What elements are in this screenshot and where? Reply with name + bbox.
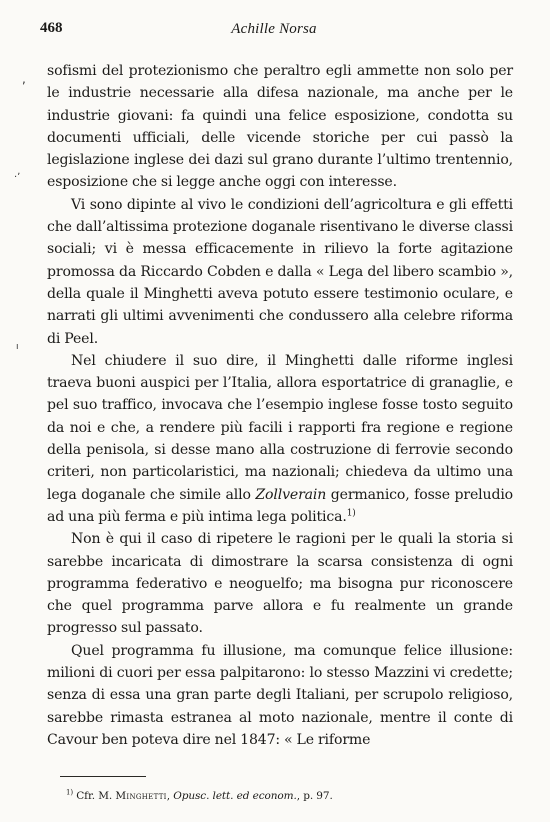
footnote — [66, 789, 333, 803]
footnote-reference: 1) — [346, 508, 356, 519]
footnote-work: Opusc. lett. ed econom. — [173, 790, 297, 802]
paragraph — [47, 528, 513, 639]
italic-text: Zollverain — [255, 486, 327, 503]
running-head: Achille Norsa — [231, 21, 317, 37]
paragraph-text: germanico, fosse preludio ad una più ferma e più intima lega politica. — [47, 486, 514, 525]
paragraph — [47, 640, 513, 751]
paragraph — [47, 350, 513, 528]
paragraph-text: Non è qui il caso di ripetere le ragioni per le quali la storia si sarebbe incaricata di dimostrare la scarsa consistenza di ogni programma federativo e neoguelfo; ma bisogna pur riconoscere che quel programma parve allora e fu realmente un grande progresso sul passato. — [47, 531, 513, 637]
margin-speck: , — [22, 72, 26, 86]
paragraph-text: sofismi del protezionismo che peraltro egli ammette non solo per le industrie necessarie alla difesa nazionale, ma anche per le industrie giovani: fa quindi una felice esposizione, condotta su documenti ufficiali, delle vicende storiche per cui passò la legislazione inglese dei dazi sul grano durante l’ultimo trentennio, esposizione che si legge anche oggi con interesse. — [47, 63, 513, 191]
body-text — [47, 60, 513, 751]
paragraph-text: Quel programma fu illusione, ma comunque felice illusione: milioni di cuori per essa palpitarono: lo stesso Mazzini vi credette; senza di essa una gran parte degli Italiani, per scrupolo religioso, sarebbe rimasta estranea al moto nazionale, mentre il conte di Cavour ben poteva dire nel 1847: « Le riforme — [47, 642, 513, 748]
footnote-mark: 1) — [66, 788, 73, 797]
paragraph — [47, 60, 513, 194]
footnote-suffix: , p. 97. — [296, 790, 333, 802]
paragraph-text: Vi sono dipinte al vivo le condizioni dell’agricoltura e gli effetti che dall’altissima protezione doganale risentivano le diverse classi sociali; vi è messa efficacemente in rilievo la forte agitazione promossa da Riccardo Cobden e dalla « Lega del libero scambio », della quale il Minghetti aveva potuto essere testimonio oculare, e narrati gli ultimi avvenimenti che condussero alla celebre riforma di Peel. — [47, 196, 513, 347]
paragraph-text: Nel chiudere il suo dire, il Minghetti dalle riforme inglesi traeva buoni auspici per l’Italia, allora esportatrice di granaglie, e pel suo traffico, invocava che l’esempio inglese fosse tosto seguito da noi e che, a rendere più facili i rapporti fra regione e regione della penisola, si desse mano alla costruzione di ferrovie secondo criteri, non particolaristici, ma nazionali; chiedeva da ultimo una lega doganale che simile allo — [47, 352, 513, 503]
paragraph — [47, 194, 513, 350]
margin-speck: ı — [16, 342, 19, 352]
footnote-author: Minghetti — [115, 790, 167, 802]
page-number: 468 — [40, 20, 63, 36]
footnote-rule — [60, 776, 146, 777]
footnote-sep: , — [166, 790, 174, 802]
footnote-prefix: Cfr. M. — [76, 790, 116, 802]
margin-speck: ·ʼ — [14, 172, 21, 183]
page-header — [40, 20, 508, 44]
